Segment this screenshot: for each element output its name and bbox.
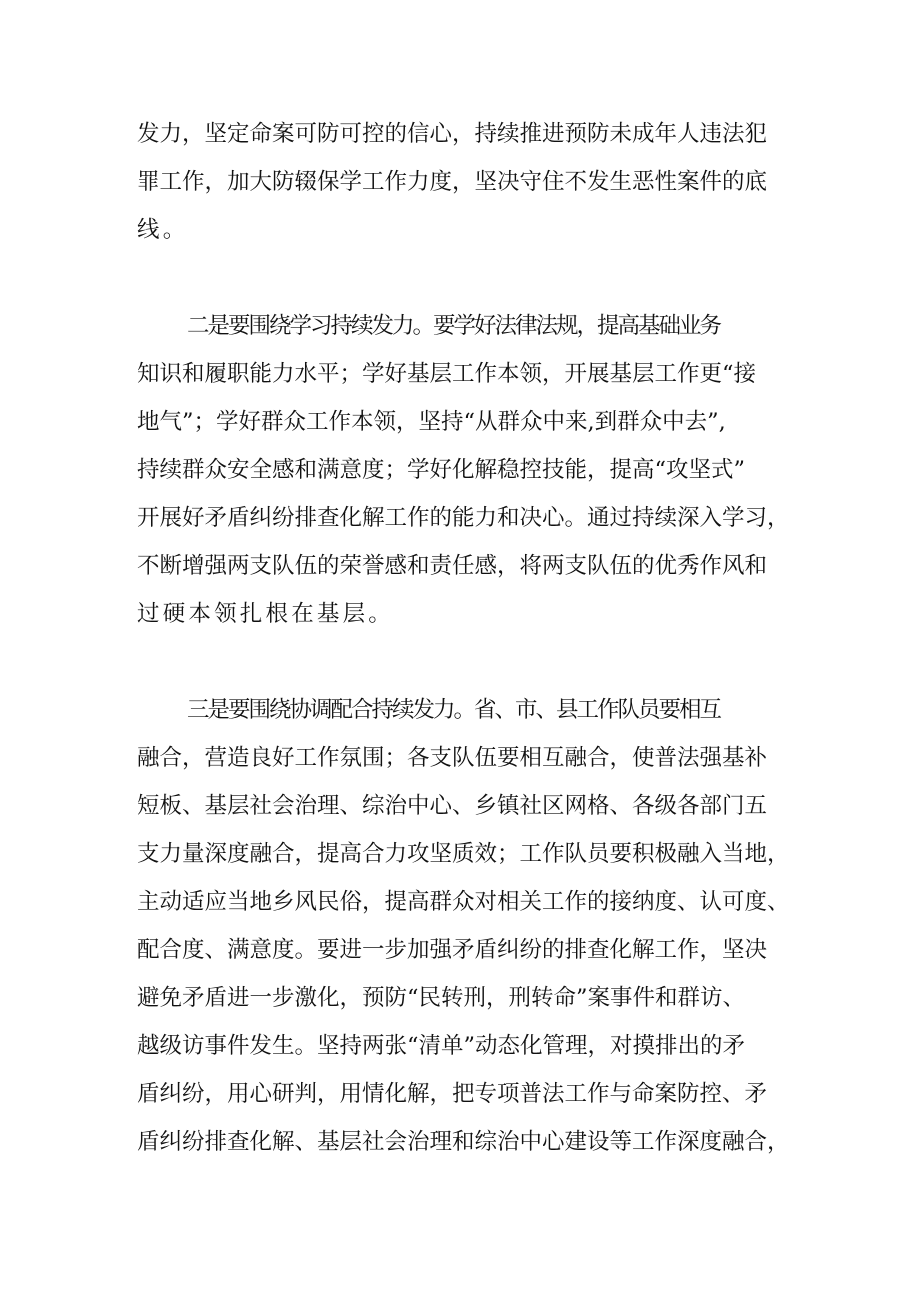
paragraph-3-line-8: 越级访事件发生。坚持两张“清单”动态化管理，对摸排出的矛 [137,1033,746,1059]
paragraph-2-line-4: 持续群众安全感和满意度；学好化解稳控技能，提高“攻坚式” [137,457,746,483]
paragraph-3-line-10: 盾纠纷排查化解、基层社会治理和综治中心建设等工作深度融合， [137,1129,790,1155]
paragraph-2-line-3: 地气”；学好群众工作本领，坚持“从群众中来,到群众中去”, [137,409,726,435]
paragraph-1-line-1: 发力，坚定命案可防可控的信心，持续推进预防未成年人违法犯 [137,121,768,147]
paragraph-2-line-2: 知识和履职能力水平；学好基层工作本领，开展基层工作更“接 [137,361,757,387]
paragraph-3-line-5: 主动适应当地乡风民俗，提高群众对相关工作的接纳度、认可度、 [137,889,790,915]
paragraph-2-line-7: 过硬本领扎根在基层。 [137,601,395,627]
paragraph-2-line-5: 开展好矛盾纠纷排查化解工作的能力和决心。通过持续深入学习， [137,505,790,531]
paragraph-3-line-3: 短板、基层社会治理、综治中心、乡镇社区网格、各级各部门五 [137,793,768,819]
paragraph-3-line-4: 支力量深度融合，提高合力攻坚质效；工作队员要积极融入当地， [137,841,790,867]
paragraph-3-line-1: 三是要围绕协调配合持续发力。省、市、县工作队员要相互 [187,697,721,723]
paragraph-1-line-3: 线。 [137,217,189,243]
paragraph-3-line-7: 避免矛盾进一步激化，预防“民转刑，刑转命”案事件和群访、 [137,985,746,1011]
paragraph-3-line-9: 盾纠纷，用心研判，用情化解，把专项普法工作与命案防控、矛 [137,1081,768,1107]
paragraph-2-line-6: 不断增强两支队伍的荣誉感和责任感，将两支队伍的优秀作风和 [137,553,768,579]
paragraph-1-line-2: 罪工作，加大防辍保学工作力度，坚决守住不发生恶性案件的底 [137,169,768,195]
paragraph-2-line-1: 二是要围绕学习持续发力。要学好法律法规，提高基础业务 [187,313,721,339]
paragraph-3-line-2: 融合，营造良好工作氛围；各支队伍要相互融合，使普法强基补 [137,745,768,771]
paragraph-3-line-6: 配合度、满意度。要进一步加强矛盾纠纷的排查化解工作，坚决 [137,937,768,963]
